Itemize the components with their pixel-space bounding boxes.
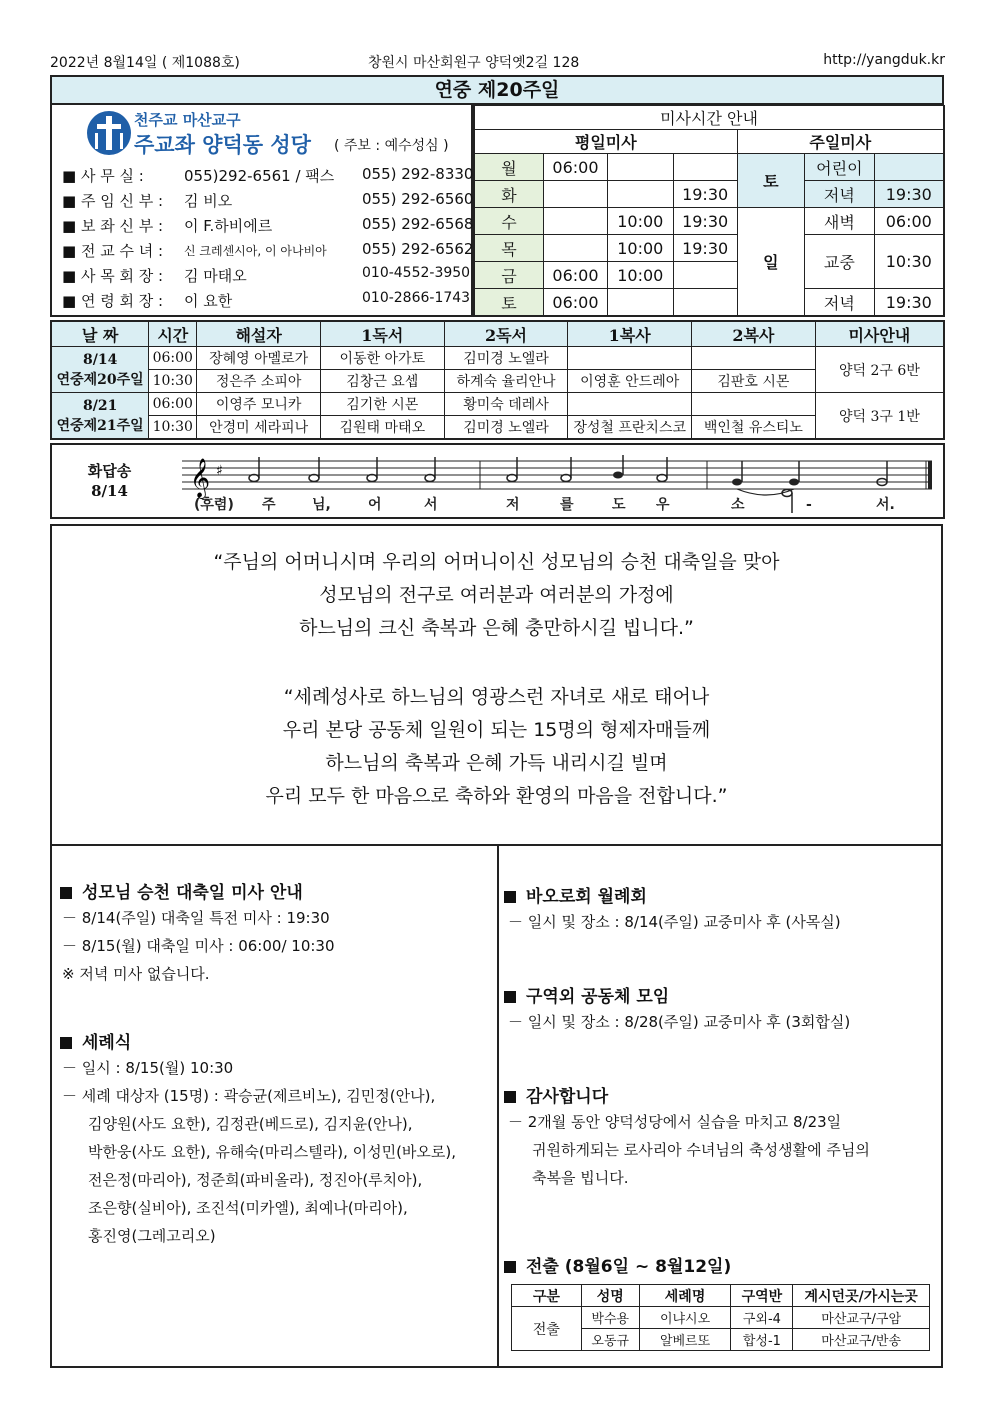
mass-time: 06:00 [544, 154, 608, 181]
notice-line: － 2개월 동안 양덕성당에서 실습을 마치고 8/23일 [508, 1113, 842, 1131]
duty-header: 2독서 [444, 321, 568, 347]
mass-time [607, 289, 673, 317]
transfer-header: 계시던곳/가시는곳 [793, 1285, 930, 1307]
contact-phone: 010-4552-3950 [362, 265, 471, 281]
mass-time: 10:00 [607, 262, 673, 289]
sunday-mass-time: 19:30 [874, 289, 944, 317]
section-title: 전출 (8월6일 ~ 8월12일) [504, 1252, 731, 1277]
contact-phone: 055) 292-6560 [362, 190, 474, 208]
notice-line: － 세례 대상자 (15명) : 곽승균(제르비노), 김민정(안나), [62, 1087, 436, 1105]
duty-guide: 양덕 2구 6반 [815, 347, 944, 393]
contact-phone: 010-2866-1743 [362, 290, 471, 306]
weekday-day: 화 [474, 181, 544, 208]
duty-time: 10:30 [149, 370, 197, 393]
transfer-district: 구외-4 [731, 1307, 793, 1329]
section-title: 세례식 [60, 1028, 131, 1053]
duty-commentator: 안경미 세라피나 [197, 416, 321, 440]
sunday-label: 일 [737, 208, 805, 317]
square-bullet-icon [60, 1037, 72, 1049]
notice-line: 조은향(실비아), 조진석(미카엘), 최예나(마리아), [88, 1199, 408, 1217]
weekday-day: 월 [474, 154, 544, 181]
treble-clef-icon: 𝄞 [190, 458, 211, 498]
contact-label: ■ 전 교 수 녀 : [62, 242, 164, 260]
contact-value: 이 요한 [184, 292, 233, 310]
square-bullet-icon [504, 1091, 516, 1103]
contact-label: ■ 보 좌 신 부 : [62, 217, 164, 235]
message-line: 우리 본당 공동체 일원이 되는 15명의 형제자매들께 [282, 719, 711, 741]
transfer-header: 성명 [581, 1285, 639, 1307]
lyric-syllable: 님, [312, 497, 331, 513]
mass-time [544, 235, 608, 262]
message-line: 우리 모두 한 마음으로 축하와 환영의 마음을 전합니다.” [265, 785, 728, 807]
duty-header: 날 짜 [51, 321, 149, 347]
parish-name: 주교좌 양덕동 성당 [134, 133, 311, 157]
mass-time: 10:00 [607, 235, 673, 262]
top-info-line [50, 52, 945, 72]
contact-value: 055)292-6561 / 팩스 [184, 167, 335, 185]
lyric-syllable: 서 [424, 497, 438, 513]
music-staff [182, 453, 932, 515]
sunday-mass-time: 10:30 [874, 235, 944, 289]
contact-phone: 055) 292-6568 [362, 215, 474, 233]
psalm-label-date: 8/14 [91, 482, 128, 500]
contact-label: ■ 사 목 회 장 : [62, 267, 164, 285]
sunday-mass-title: 주일미사 [737, 130, 944, 154]
duty-reader1: 이동한 아가토 [320, 347, 444, 370]
mass-time: 06:00 [544, 289, 608, 317]
duty-reader1: 김기한 시몬 [320, 393, 444, 416]
duty-date: 8/14 [82, 351, 118, 368]
square-bullet-icon [504, 991, 516, 1003]
mass-time [607, 154, 673, 181]
lyric-syllable: 어 [368, 497, 382, 513]
transfer-district: 합성-1 [731, 1329, 793, 1351]
lyric-syllable: 소 [731, 497, 745, 513]
duty-guide: 양덕 3구 1반 [815, 393, 944, 440]
message-line: 하느님의 축복과 은혜 가득 내리시길 빌며 [325, 752, 668, 774]
diocese-name: 천주교 마산교구 [134, 111, 241, 129]
contact-value: 김 마태오 [184, 267, 247, 285]
notice-line: ※ 저녁 미사 없습니다. [62, 965, 210, 983]
transfer-header: 세례명 [639, 1285, 731, 1307]
duty-time: 06:00 [149, 393, 197, 416]
duty-server1 [568, 393, 692, 416]
notice-line: 귀원하게되는 로사리아 수녀님의 축성생활에 주님의 [532, 1141, 870, 1159]
notice-line: 박한웅(사도 요한), 유해숙(마리스텔라), 이성민(바오로), [88, 1143, 457, 1161]
sunday-mass-time: 19:30 [874, 181, 944, 208]
notice-line: － 일시 및 장소 : 8/14(주일) 교중미사 후 (사목실) [508, 913, 841, 931]
column-divider [497, 846, 499, 1366]
mass-time [673, 154, 737, 181]
mass-time [544, 208, 608, 235]
duty-date-cell [51, 393, 149, 440]
contact-label: ■ 연 령 회 장 : [62, 292, 164, 310]
mass-time: 06:00 [544, 262, 608, 289]
duty-commentator: 이영주 모니카 [197, 393, 321, 416]
duty-header: 미사안내 [815, 321, 944, 347]
duty-commentator: 정은주 소피아 [197, 370, 321, 393]
duty-time: 06:00 [149, 347, 197, 370]
notice-line: 김양원(사도 요한), 김정관(베드로), 김지윤(안나), [88, 1115, 413, 1133]
contact-label: ■ 사 무 실 : [62, 167, 144, 185]
notice-line: 축복을 빕니다. [532, 1169, 629, 1187]
weekday-day: 목 [474, 235, 544, 262]
transfer-baptism: 이냐시오 [639, 1307, 731, 1329]
mass-time [673, 262, 737, 289]
mass-time [673, 289, 737, 317]
section-title: 감사합니다 [504, 1082, 608, 1107]
notice-line: － 일시 : 8/15(월) 10:30 [62, 1059, 234, 1077]
sunday-mass-name: 어린이 [805, 154, 875, 181]
sunday-mass-name: 저녁 [805, 181, 875, 208]
message-line: 성모님의 전구로 여러분과 여러분의 가정에 [319, 584, 674, 606]
lyric-syllable: 를 [560, 497, 574, 513]
duty-server1 [568, 347, 692, 370]
sunday-mass-name: 교중 [805, 235, 875, 289]
duty-reader2: 김미경 노엘라 [444, 416, 568, 440]
sharp-icon: ♯ [216, 463, 223, 479]
transfer-table [511, 1284, 930, 1351]
duty-server1: 장성철 프란치스코 [568, 416, 692, 440]
transfer-header: 구역반 [731, 1285, 793, 1307]
section-title: 성모님 승천 대축일 미사 안내 [60, 878, 303, 903]
lyric-syllable: - [806, 497, 812, 513]
transfer-place: 마산교구/구암 [793, 1307, 930, 1329]
duty-roster-table [50, 320, 945, 440]
psalm-box [50, 443, 945, 519]
notice-line: － 8/15(월) 대축일 미사 : 06:00/ 10:30 [62, 937, 335, 955]
psalm-label [72, 461, 147, 501]
duty-header: 시간 [149, 321, 197, 347]
duty-header: 2복사 [692, 321, 816, 347]
lyric-syllable: 주 [262, 497, 276, 513]
website-link[interactable]: http://yangduk.kr [823, 52, 945, 68]
mass-time: 19:30 [673, 181, 737, 208]
mass-schedule-table [473, 105, 945, 317]
mass-time: 19:30 [673, 235, 737, 262]
lyric-syllable: 도 [612, 497, 626, 513]
duty-reader2: 김미경 노엘라 [444, 347, 568, 370]
duty-reader1: 김창근 요셉 [320, 370, 444, 393]
duty-server1: 이영훈 안드레아 [568, 370, 692, 393]
message-line: “주님의 어머니시며 우리의 어머니이신 성모님의 승천 대축일을 맞아 [213, 551, 780, 573]
duty-server2: 백인철 유스티노 [692, 416, 816, 440]
duty-date-cell [51, 347, 149, 393]
contact-value: 이 F.하비에르 [184, 217, 273, 235]
notice-line: － 8/14(주일) 대축일 특전 미사 : 19:30 [62, 909, 330, 927]
square-bullet-icon [60, 887, 72, 899]
saturday-label: 토 [737, 154, 805, 208]
section-title: 바오로회 월례회 [504, 882, 647, 907]
lyric-syllable: 우 [656, 497, 670, 513]
weekday-day: 수 [474, 208, 544, 235]
duty-server2 [692, 347, 816, 370]
duty-week: 연중제21주일 [56, 417, 144, 434]
page-title: 연중 제20주일 [50, 75, 944, 105]
transfer-place: 마산교구/반송 [793, 1329, 930, 1351]
contact-phone: 055) 292-8330 [362, 165, 474, 183]
weekday-mass-title: 평일미사 [474, 130, 737, 154]
sunday-mass-time: 06:00 [874, 208, 944, 235]
transfer-baptism: 알베르또 [639, 1329, 731, 1351]
duty-date: 8/21 [82, 397, 118, 414]
duty-time: 10:30 [149, 416, 197, 440]
mass-time [544, 181, 608, 208]
duty-week: 연중제20주일 [56, 371, 144, 388]
issue-date: 2022년 8월14일 ( 제1088호) [50, 55, 240, 71]
contact-value: 신 크레센시아, 이 아나비아 [184, 244, 327, 258]
contact-value: 김 비오 [184, 192, 233, 210]
duty-header: 1복사 [568, 321, 692, 347]
square-bullet-icon [504, 891, 516, 903]
duty-commentator: 장혜영 아멜로가 [197, 347, 321, 370]
parish-patron: ( 주보 : 예수성심 ) [334, 138, 449, 154]
message-line: 하느님의 크신 축복과 은혜 충만하시길 빕니다.” [299, 617, 694, 639]
lyric-syllable: 저 [506, 497, 520, 513]
sunday-mass-name: 저녁 [805, 289, 875, 317]
parish-info-box [50, 105, 473, 317]
duty-server2 [692, 393, 816, 416]
transfer-header: 구분 [512, 1285, 582, 1307]
duty-reader2: 황미숙 데레사 [444, 393, 568, 416]
sunday-mass-time [874, 154, 944, 181]
contact-label: ■ 주 임 신 부 : [62, 192, 164, 210]
notice-line: 홍진영(그레고리오) [88, 1227, 216, 1245]
square-bullet-icon [504, 1261, 516, 1273]
notice-line: 전은정(마리아), 정준희(파비올라), 정진아(루치아), [88, 1171, 423, 1189]
message-box [50, 524, 943, 846]
transfer-group: 전출 [512, 1307, 582, 1351]
duty-header: 해설자 [197, 321, 321, 347]
lyric-syllable: (후렴) [194, 497, 234, 513]
psalm-label-title: 화답송 [87, 462, 132, 480]
mass-time: 10:00 [607, 208, 673, 235]
church-logo-icon [87, 111, 131, 155]
notice-line: － 일시 및 장소 : 8/28(주일) 교중미사 후 (3회합실) [508, 1013, 851, 1031]
section-title: 구역외 공동체 모임 [504, 982, 669, 1007]
duty-server2: 김판호 시몬 [692, 370, 816, 393]
weekday-day: 금 [474, 262, 544, 289]
transfer-name: 오동규 [581, 1329, 639, 1351]
church-address: 창원시 마산회원구 양덕옛2길 128 [368, 55, 580, 71]
contact-phone: 055) 292-6562 [362, 240, 474, 258]
duty-reader1: 김원태 마태오 [320, 416, 444, 440]
duty-header: 1독서 [320, 321, 444, 347]
transfer-name: 박수용 [581, 1307, 639, 1329]
weekday-day: 토 [474, 289, 544, 317]
mass-table-title: 미사시간 안내 [474, 106, 944, 130]
mass-time: 19:30 [673, 208, 737, 235]
mass-time [607, 181, 673, 208]
sunday-mass-name: 새벽 [805, 208, 875, 235]
message-line: “세례성사로 하느님의 영광스런 자녀로 새로 태어나 [283, 686, 710, 708]
lyric-syllable: 서. [876, 497, 895, 513]
duty-reader2: 하계숙 율리안나 [444, 370, 568, 393]
